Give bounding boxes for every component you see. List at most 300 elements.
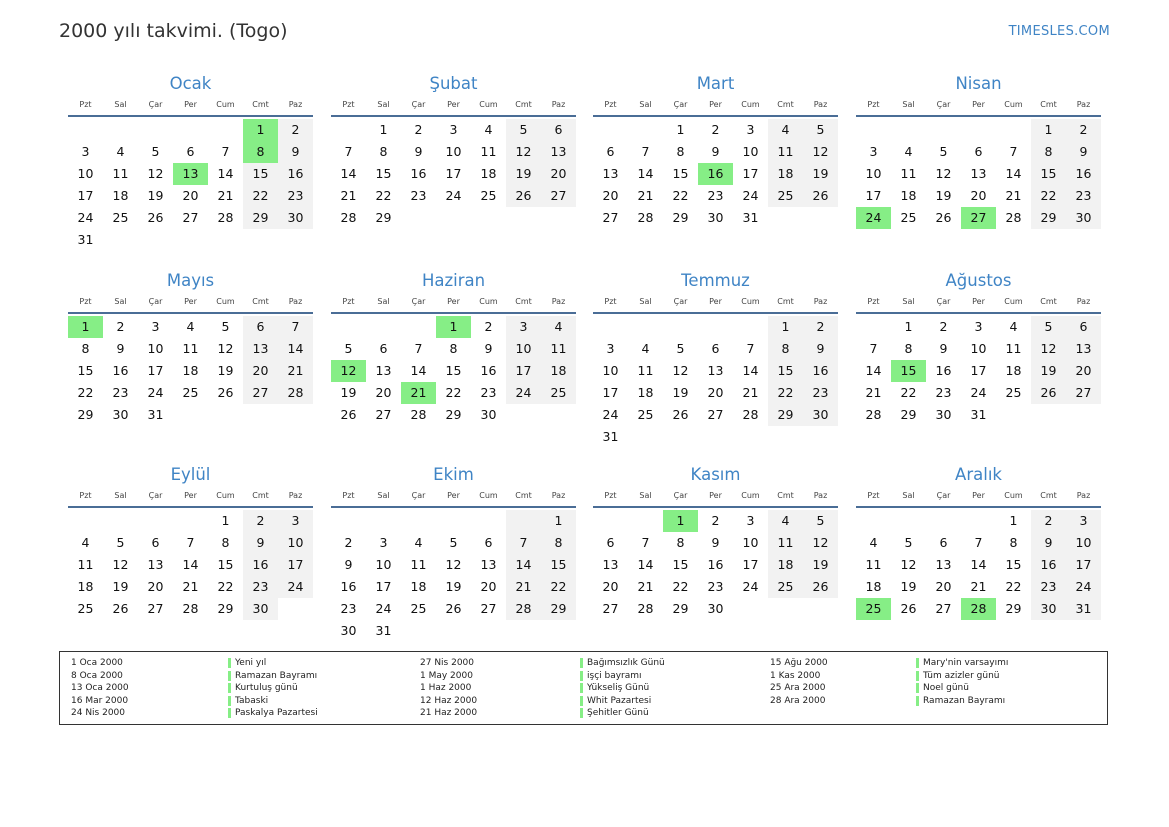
day-cell: 28	[278, 382, 313, 404]
day-cell: 30	[112, 407, 129, 422]
day-cell: 10	[77, 166, 94, 181]
day-cell: 17	[602, 385, 619, 400]
day-cell: 10	[1066, 532, 1101, 554]
weekday-label: Cmt	[1040, 297, 1057, 306]
day-cell: 19	[803, 554, 838, 576]
day-cell: 23	[935, 385, 952, 400]
month-name: Haziran	[421, 271, 486, 290]
day-cell: 11	[77, 557, 94, 572]
day-cell: 10	[506, 338, 541, 360]
weekday-label: Paz	[288, 297, 303, 306]
weekday-label: Sal	[902, 491, 915, 500]
day-cell: 12	[147, 166, 164, 181]
day-cell: 17	[506, 360, 541, 382]
day-cell: 5	[151, 144, 160, 159]
holiday-name: Tüm azizler günü	[923, 670, 1000, 681]
day-cell: 24	[506, 382, 541, 404]
empty-cell	[471, 510, 506, 532]
weekday-label: Sal	[639, 297, 652, 306]
day-cell: 29	[1005, 601, 1022, 616]
day-cell: 24	[602, 407, 619, 422]
day-cell: 6	[186, 144, 195, 159]
weekday-label: Cum	[479, 491, 498, 500]
weekday-label: Sal	[639, 100, 652, 109]
day-cell: 2	[344, 535, 353, 550]
day-cell: 29	[77, 407, 94, 422]
day-cell: 1	[379, 122, 388, 137]
legend-row	[60, 670, 1100, 683]
day-cell: 3	[449, 122, 458, 137]
day-cell: 4	[869, 535, 878, 550]
day-grid	[331, 510, 576, 642]
day-cell: 14	[278, 338, 313, 360]
weekday-label: Çar	[936, 491, 951, 500]
day-cell: 31	[147, 407, 164, 422]
empty-cell	[436, 510, 471, 532]
day-cell: 6	[151, 535, 160, 550]
day-cell: 30	[340, 623, 357, 638]
day-cell: 26	[900, 601, 917, 616]
holiday-date: 12 Haz 2000	[420, 695, 478, 706]
day-cell: 13	[1066, 338, 1101, 360]
weekday-label: Paz	[1076, 297, 1091, 306]
day-cell: 8	[676, 535, 685, 550]
empty-cell	[103, 510, 138, 532]
weekday-label: Cum	[1004, 297, 1023, 306]
day-cell: 30	[480, 407, 497, 422]
day-cell: 11	[182, 341, 199, 356]
day-cell: 3	[746, 513, 755, 528]
day-cell: 26	[803, 185, 838, 207]
empty-cell	[891, 119, 926, 141]
month-7	[593, 270, 838, 448]
empty-cell	[506, 510, 541, 532]
day-cell: 17	[865, 188, 882, 203]
month-name: Ocak	[169, 74, 212, 93]
day-cell: 9	[116, 341, 125, 356]
day-cell: 16	[1066, 163, 1101, 185]
day-cell: 13	[602, 166, 619, 181]
day-cell: 14	[1005, 166, 1022, 181]
day-cell: 11	[768, 141, 803, 163]
day-cell: 17	[970, 363, 987, 378]
day-cell: 11	[865, 557, 882, 572]
weekday-label: Çar	[673, 297, 688, 306]
weekday-label: Çar	[936, 100, 951, 109]
day-cell: 25	[768, 185, 803, 207]
day-cell: 5	[344, 341, 353, 356]
day-cell: 17	[1066, 554, 1101, 576]
day-grid	[593, 119, 838, 229]
weekday-label: Cmt	[1040, 491, 1057, 500]
day-cell: 11	[768, 532, 803, 554]
day-cell: 8	[81, 341, 90, 356]
weekday-label: Cmt	[252, 100, 269, 109]
day-cell: 26	[340, 407, 357, 422]
day-cell: 16	[410, 166, 427, 181]
empty-cell	[173, 119, 208, 141]
day-cell: 8	[768, 338, 803, 360]
weekday-label: Sal	[377, 491, 390, 500]
weekday-label: Cmt	[515, 297, 532, 306]
day-cell: 13	[935, 557, 952, 572]
weekday-label: Pzt	[604, 100, 617, 109]
day-cell: 10	[742, 144, 759, 159]
day-cell: 7	[186, 535, 195, 550]
day-grid	[331, 119, 576, 229]
day-cell: 26	[672, 407, 689, 422]
month-11	[593, 464, 838, 620]
empty-cell	[891, 510, 926, 532]
day-cell: 16	[707, 557, 724, 572]
weekday-header	[593, 294, 838, 314]
holiday-name: Mary'nin varsayımı	[923, 658, 1009, 668]
day-cell: 7	[414, 341, 423, 356]
weekday-label: Per	[709, 491, 722, 500]
month-2	[331, 73, 576, 229]
holiday-day-cell: 8	[243, 141, 278, 163]
weekday-label: Cum	[741, 100, 760, 109]
day-cell: 5	[506, 119, 541, 141]
day-cell: 15	[1005, 557, 1022, 572]
empty-cell	[331, 119, 366, 141]
day-grid	[593, 510, 838, 620]
day-cell: 31	[602, 429, 619, 444]
holiday-day-cell: 13	[173, 163, 208, 185]
day-cell: 1	[904, 319, 913, 334]
day-cell: 20	[243, 360, 278, 382]
weekday-label: Cum	[216, 100, 235, 109]
day-cell: 17	[445, 166, 462, 181]
weekday-header	[593, 97, 838, 117]
weekday-header	[68, 488, 313, 508]
holiday-day-cell: 1	[243, 119, 278, 141]
day-cell: 20	[970, 188, 987, 203]
weekday-label: Çar	[411, 491, 426, 500]
holiday-date: 24 Nis 2000	[71, 708, 125, 719]
day-cell: 16	[243, 554, 278, 576]
day-cell: 3	[606, 341, 615, 356]
weekday-label: Sal	[902, 100, 915, 109]
day-cell: 31	[742, 210, 759, 225]
empty-cell	[366, 316, 401, 338]
day-cell: 21	[742, 385, 759, 400]
day-cell: 15	[77, 363, 94, 378]
day-cell: 22	[900, 385, 917, 400]
day-cell: 20	[1066, 360, 1101, 382]
weekday-header	[856, 294, 1101, 314]
empty-cell	[698, 316, 733, 338]
weekday-header	[68, 97, 313, 117]
day-cell: 27	[1066, 382, 1101, 404]
empty-cell	[593, 119, 628, 141]
day-cell: 15	[375, 166, 392, 181]
day-cell: 7	[344, 144, 353, 159]
day-cell: 18	[410, 579, 427, 594]
day-cell: 15	[243, 163, 278, 185]
weekday-label: Cum	[1004, 100, 1023, 109]
day-cell: 23	[340, 601, 357, 616]
day-cell: 29	[375, 210, 392, 225]
holiday-day-cell: 1	[436, 316, 471, 338]
day-cell: 4	[1009, 319, 1018, 334]
day-cell: 28	[1005, 210, 1022, 225]
day-cell: 27	[602, 210, 619, 225]
holiday-name: Tabaski	[235, 695, 269, 706]
holiday-date: 21 Haz 2000	[420, 708, 478, 719]
month-10	[331, 464, 576, 642]
day-cell: 20	[541, 163, 576, 185]
day-cell: 9	[1066, 141, 1101, 163]
day-cell: 22	[243, 185, 278, 207]
day-cell: 21	[637, 188, 654, 203]
day-cell: 27	[147, 601, 164, 616]
weekday-label: Sal	[114, 297, 127, 306]
empty-cell	[996, 119, 1031, 141]
weekday-label: Çar	[673, 100, 688, 109]
day-cell: 29	[541, 598, 576, 620]
day-cell: 12	[672, 363, 689, 378]
weekday-label: Paz	[551, 491, 566, 500]
day-cell: 25	[637, 407, 654, 422]
empty-cell	[138, 119, 173, 141]
weekday-label: Cmt	[777, 100, 794, 109]
weekday-label: Cum	[216, 297, 235, 306]
day-cell: 21	[182, 579, 199, 594]
month-1	[68, 73, 313, 251]
day-cell: 8	[676, 144, 685, 159]
legend-row	[60, 695, 1100, 708]
day-cell: 2	[803, 316, 838, 338]
day-cell: 27	[480, 601, 497, 616]
day-cell: 15	[1031, 163, 1066, 185]
legend-row	[60, 657, 1100, 670]
day-cell: 14	[217, 166, 234, 181]
day-cell: 13	[602, 557, 619, 572]
day-cell: 26	[1031, 382, 1066, 404]
holiday-name: Ramazan Bayramı	[235, 670, 318, 681]
weekday-label: Cum	[479, 100, 498, 109]
month-5	[68, 270, 313, 426]
day-cell: 5	[116, 535, 125, 550]
holiday-date: 28 Ara 2000	[770, 695, 826, 706]
day-cell: 10	[865, 166, 882, 181]
day-cell: 25	[410, 601, 427, 616]
month-name: Eylül	[170, 465, 211, 484]
day-cell: 22	[541, 576, 576, 598]
weekday-label: Per	[972, 491, 985, 500]
day-cell: 4	[484, 122, 493, 137]
weekday-label: Cum	[741, 297, 760, 306]
empty-cell	[961, 119, 996, 141]
day-cell: 12	[1031, 338, 1066, 360]
day-cell: 9	[711, 144, 720, 159]
weekday-label: Cmt	[515, 491, 532, 500]
day-cell: 17	[77, 188, 94, 203]
day-cell: 14	[637, 166, 654, 181]
day-cell: 5	[939, 144, 948, 159]
holiday-marker	[916, 658, 919, 668]
day-cell: 13	[147, 557, 164, 572]
empty-cell	[856, 119, 891, 141]
day-cell: 13	[480, 557, 497, 572]
day-cell: 11	[112, 166, 129, 181]
day-cell: 3	[1066, 510, 1101, 532]
day-cell: 5	[1031, 316, 1066, 338]
day-cell: 29	[768, 404, 803, 426]
day-cell: 8	[221, 535, 230, 550]
day-cell: 28	[340, 210, 357, 225]
day-cell: 16	[1031, 554, 1066, 576]
day-cell: 14	[742, 363, 759, 378]
holiday-day-cell: 27	[961, 207, 996, 229]
day-cell: 24	[1066, 576, 1101, 598]
day-cell: 30	[803, 404, 838, 426]
weekday-label: Cmt	[777, 491, 794, 500]
day-cell: 12	[900, 557, 917, 572]
weekday-label: Pzt	[867, 491, 880, 500]
day-cell: 23	[707, 579, 724, 594]
holiday-name: Paskalya Pazartesi	[235, 708, 318, 719]
day-cell: 26	[112, 601, 129, 616]
day-cell: 9	[484, 341, 493, 356]
day-cell: 27	[243, 382, 278, 404]
day-cell: 26	[147, 210, 164, 225]
day-cell: 9	[1031, 532, 1066, 554]
day-cell: 4	[641, 341, 650, 356]
day-cell: 13	[375, 363, 392, 378]
day-cell: 11	[1005, 341, 1022, 356]
holiday-date: 16 Mar 2000	[71, 695, 129, 706]
day-cell: 18	[865, 579, 882, 594]
legend-column	[60, 657, 1100, 707]
day-cell: 28	[865, 407, 882, 422]
day-cell: 22	[375, 188, 392, 203]
site-link[interactable]: TIMESLES.COM	[1008, 24, 1110, 39]
empty-cell	[331, 316, 366, 338]
day-cell: 2	[1031, 510, 1066, 532]
day-cell: 2	[711, 122, 720, 137]
holiday-date: 25 Ara 2000	[770, 683, 826, 694]
day-cell: 18	[182, 363, 199, 378]
day-cell: 7	[221, 144, 230, 159]
day-cell: 21	[637, 579, 654, 594]
weekday-label: Per	[709, 297, 722, 306]
day-cell: 20	[935, 579, 952, 594]
day-cell: 8	[904, 341, 913, 356]
day-cell: 22	[445, 385, 462, 400]
day-cell: 6	[484, 535, 493, 550]
holiday-date: 13 Oca 2000	[71, 683, 129, 694]
day-cell: 16	[340, 579, 357, 594]
holiday-date: 1 Oca 2000	[71, 658, 123, 668]
empty-cell	[593, 316, 628, 338]
day-cell: 25	[900, 210, 917, 225]
weekday-label: Pzt	[342, 491, 355, 500]
day-cell: 12	[112, 557, 129, 572]
day-cell: 17	[742, 557, 759, 572]
day-cell: 13	[243, 338, 278, 360]
day-cell: 10	[278, 532, 313, 554]
day-cell: 6	[1066, 316, 1101, 338]
day-cell: 27	[707, 407, 724, 422]
holiday-name: Ramazan Bayramı	[923, 695, 1006, 706]
day-cell: 14	[637, 557, 654, 572]
weekday-header	[68, 294, 313, 314]
day-cell: 3	[379, 535, 388, 550]
weekday-label: Per	[447, 491, 460, 500]
day-cell: 13	[970, 166, 987, 181]
empty-cell	[331, 510, 366, 532]
holiday-day-cell: 15	[891, 360, 926, 382]
day-cell: 19	[340, 385, 357, 400]
day-cell: 26	[935, 210, 952, 225]
day-cell: 23	[803, 382, 838, 404]
weekday-label: Pzt	[604, 491, 617, 500]
day-cell: 23	[1066, 185, 1101, 207]
day-cell: 4	[81, 535, 90, 550]
day-cell: 22	[217, 579, 234, 594]
day-cell: 10	[375, 557, 392, 572]
day-cell: 3	[869, 144, 878, 159]
holiday-name: Kurtuluş günü	[235, 683, 298, 694]
day-cell: 30	[243, 598, 278, 620]
day-cell: 28	[182, 601, 199, 616]
day-cell: 19	[803, 163, 838, 185]
day-cell: 2	[1066, 119, 1101, 141]
month-9	[68, 464, 313, 620]
weekday-label: Cum	[216, 491, 235, 500]
weekday-label: Paz	[1076, 100, 1091, 109]
weekday-label: Per	[972, 297, 985, 306]
day-cell: 8	[379, 144, 388, 159]
empty-cell	[103, 119, 138, 141]
day-cell: 30	[707, 210, 724, 225]
day-cell: 30	[1031, 598, 1066, 620]
day-cell: 23	[112, 385, 129, 400]
weekday-label: Pzt	[604, 297, 617, 306]
day-cell: 21	[1005, 188, 1022, 203]
weekday-label: Per	[709, 100, 722, 109]
day-cell: 24	[278, 576, 313, 598]
day-cell: 2	[243, 510, 278, 532]
day-cell: 29	[672, 210, 689, 225]
day-cell: 9	[803, 338, 838, 360]
empty-cell	[856, 316, 891, 338]
empty-cell	[208, 119, 243, 141]
day-cell: 3	[278, 510, 313, 532]
day-cell: 18	[637, 385, 654, 400]
day-cell: 18	[112, 188, 129, 203]
day-cell: 9	[939, 341, 948, 356]
day-cell: 8	[1031, 141, 1066, 163]
day-cell: 15	[541, 554, 576, 576]
day-cell: 5	[221, 319, 230, 334]
day-cell: 6	[606, 144, 615, 159]
day-cell: 21	[340, 188, 357, 203]
month-name: Aralık	[955, 465, 1002, 484]
day-cell: 21	[506, 576, 541, 598]
day-cell: 25	[77, 601, 94, 616]
month-6	[331, 270, 576, 426]
day-cell: 4	[541, 316, 576, 338]
day-cell: 23	[1031, 576, 1066, 598]
day-cell: 22	[672, 188, 689, 203]
day-cell: 4	[116, 144, 125, 159]
holiday-name: işçi bayramı	[587, 670, 642, 681]
day-cell: 15	[445, 363, 462, 378]
weekday-label: Sal	[377, 297, 390, 306]
